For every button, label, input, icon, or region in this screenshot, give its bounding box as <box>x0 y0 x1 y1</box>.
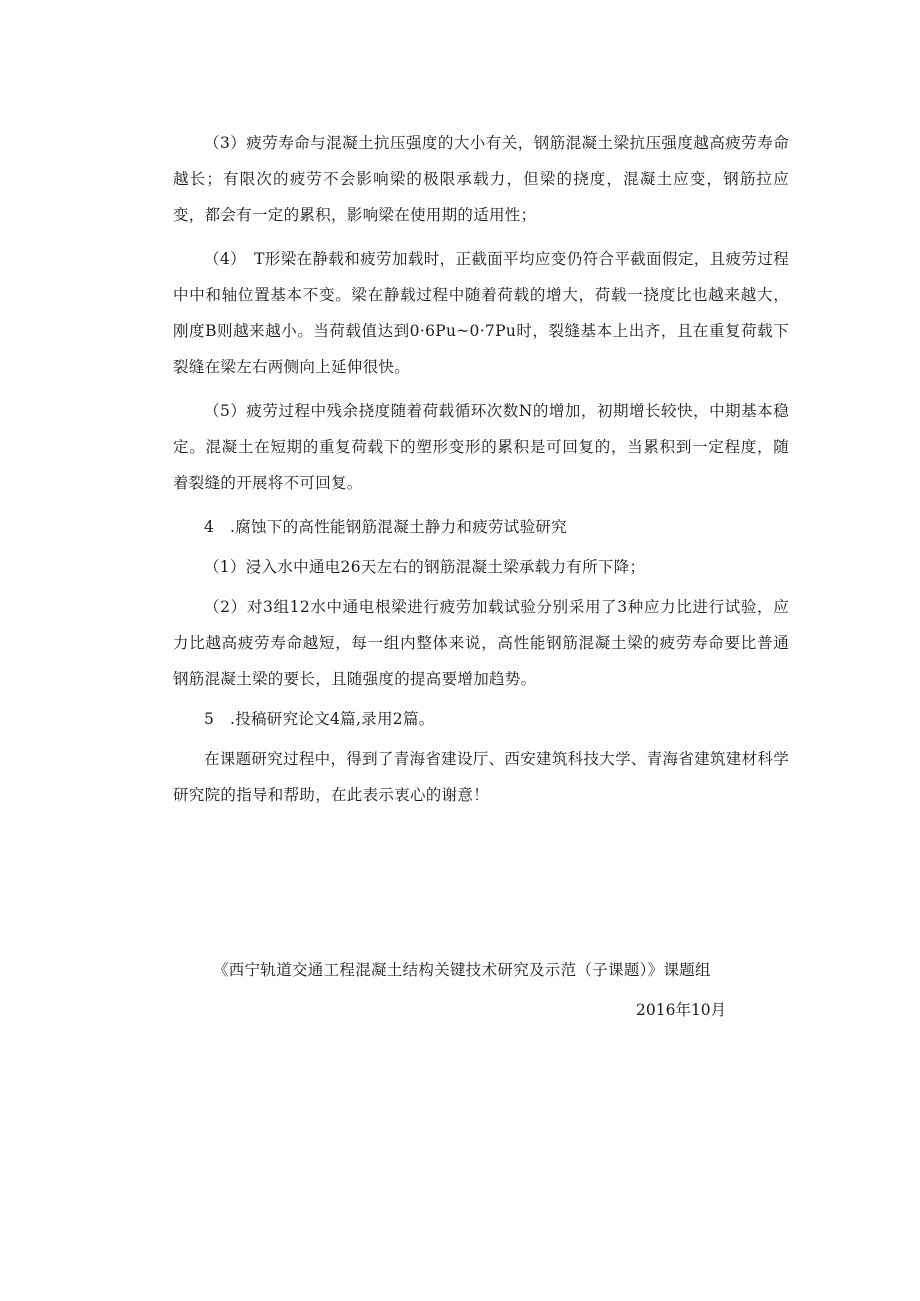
document-body <box>173 125 789 821</box>
conclusion-item-3: （3）疲劳寿命与混凝土抗压强度的大小有关，钢筋混凝土梁抗压强度越高疲劳寿命越长；有限次的疲劳不会影响梁的极限承载力，但梁的挠度，混凝土应变，钢筋拉应变，都会有一定的累积，影响梁在使用期的适用性； <box>173 134 789 224</box>
section-4-item-2: （2）对3组12水中通电根梁进行疲劳加载试验分别采用了3种应力比进行试验，应力比越高疲劳寿命越短，每一组内整体来说，高性能钢筋混凝土梁的疲劳寿命要比普通钢筋混凝土梁的要长，且随强度的提高要增加趋势。 <box>173 598 789 688</box>
acknowledgement: 在课题研究过程中，得到了青海省建设厅、西安建筑科技大学、青海省建筑建材科学研究院的指导和帮助，在此表示衷心的谢意！ <box>173 750 789 804</box>
section-5-heading: 5 .投稿研究论文4篇,录用2篇。 <box>204 710 435 728</box>
section-4-heading: 4 .腐蚀下的高性能钢筋混凝土静力和疲劳试验研究 <box>204 518 567 536</box>
conclusion-item-5: （5）疲劳过程中残余挠度随着荷载循环次数N的增加，初期增长较快，中期基本稳定。混凝土在短期的重复荷载下的塑形变形的累积是可回复的，当累积到一定程度，随着裂缝的开展将不可回复。 <box>173 402 789 492</box>
section-4-item-1: （1）浸入水中通电26天左右的钢筋混凝土梁承载力有所下降； <box>204 558 646 576</box>
conclusion-item-4: （4） T形梁在静载和疲劳加载时，正截面平均应变仍符合平截面假定，且疲劳过程中中和轴位置基本不变。梁在静载过程中随着荷载的增大，荷载一挠度比也越来越大，刚度B则越来越小。当荷载值达到0·6Pu~0·7Pu时，裂缝基本上出齐，且在重复荷载下裂缝在梁左右两侧向上延伸很快。 <box>173 250 789 376</box>
signature-group: 《西宁轨道交通工程混凝土结构关键技术研究及示范（子课题）》课题组 <box>213 961 711 979</box>
signature-date: 2016年10月 <box>636 1001 727 1019</box>
